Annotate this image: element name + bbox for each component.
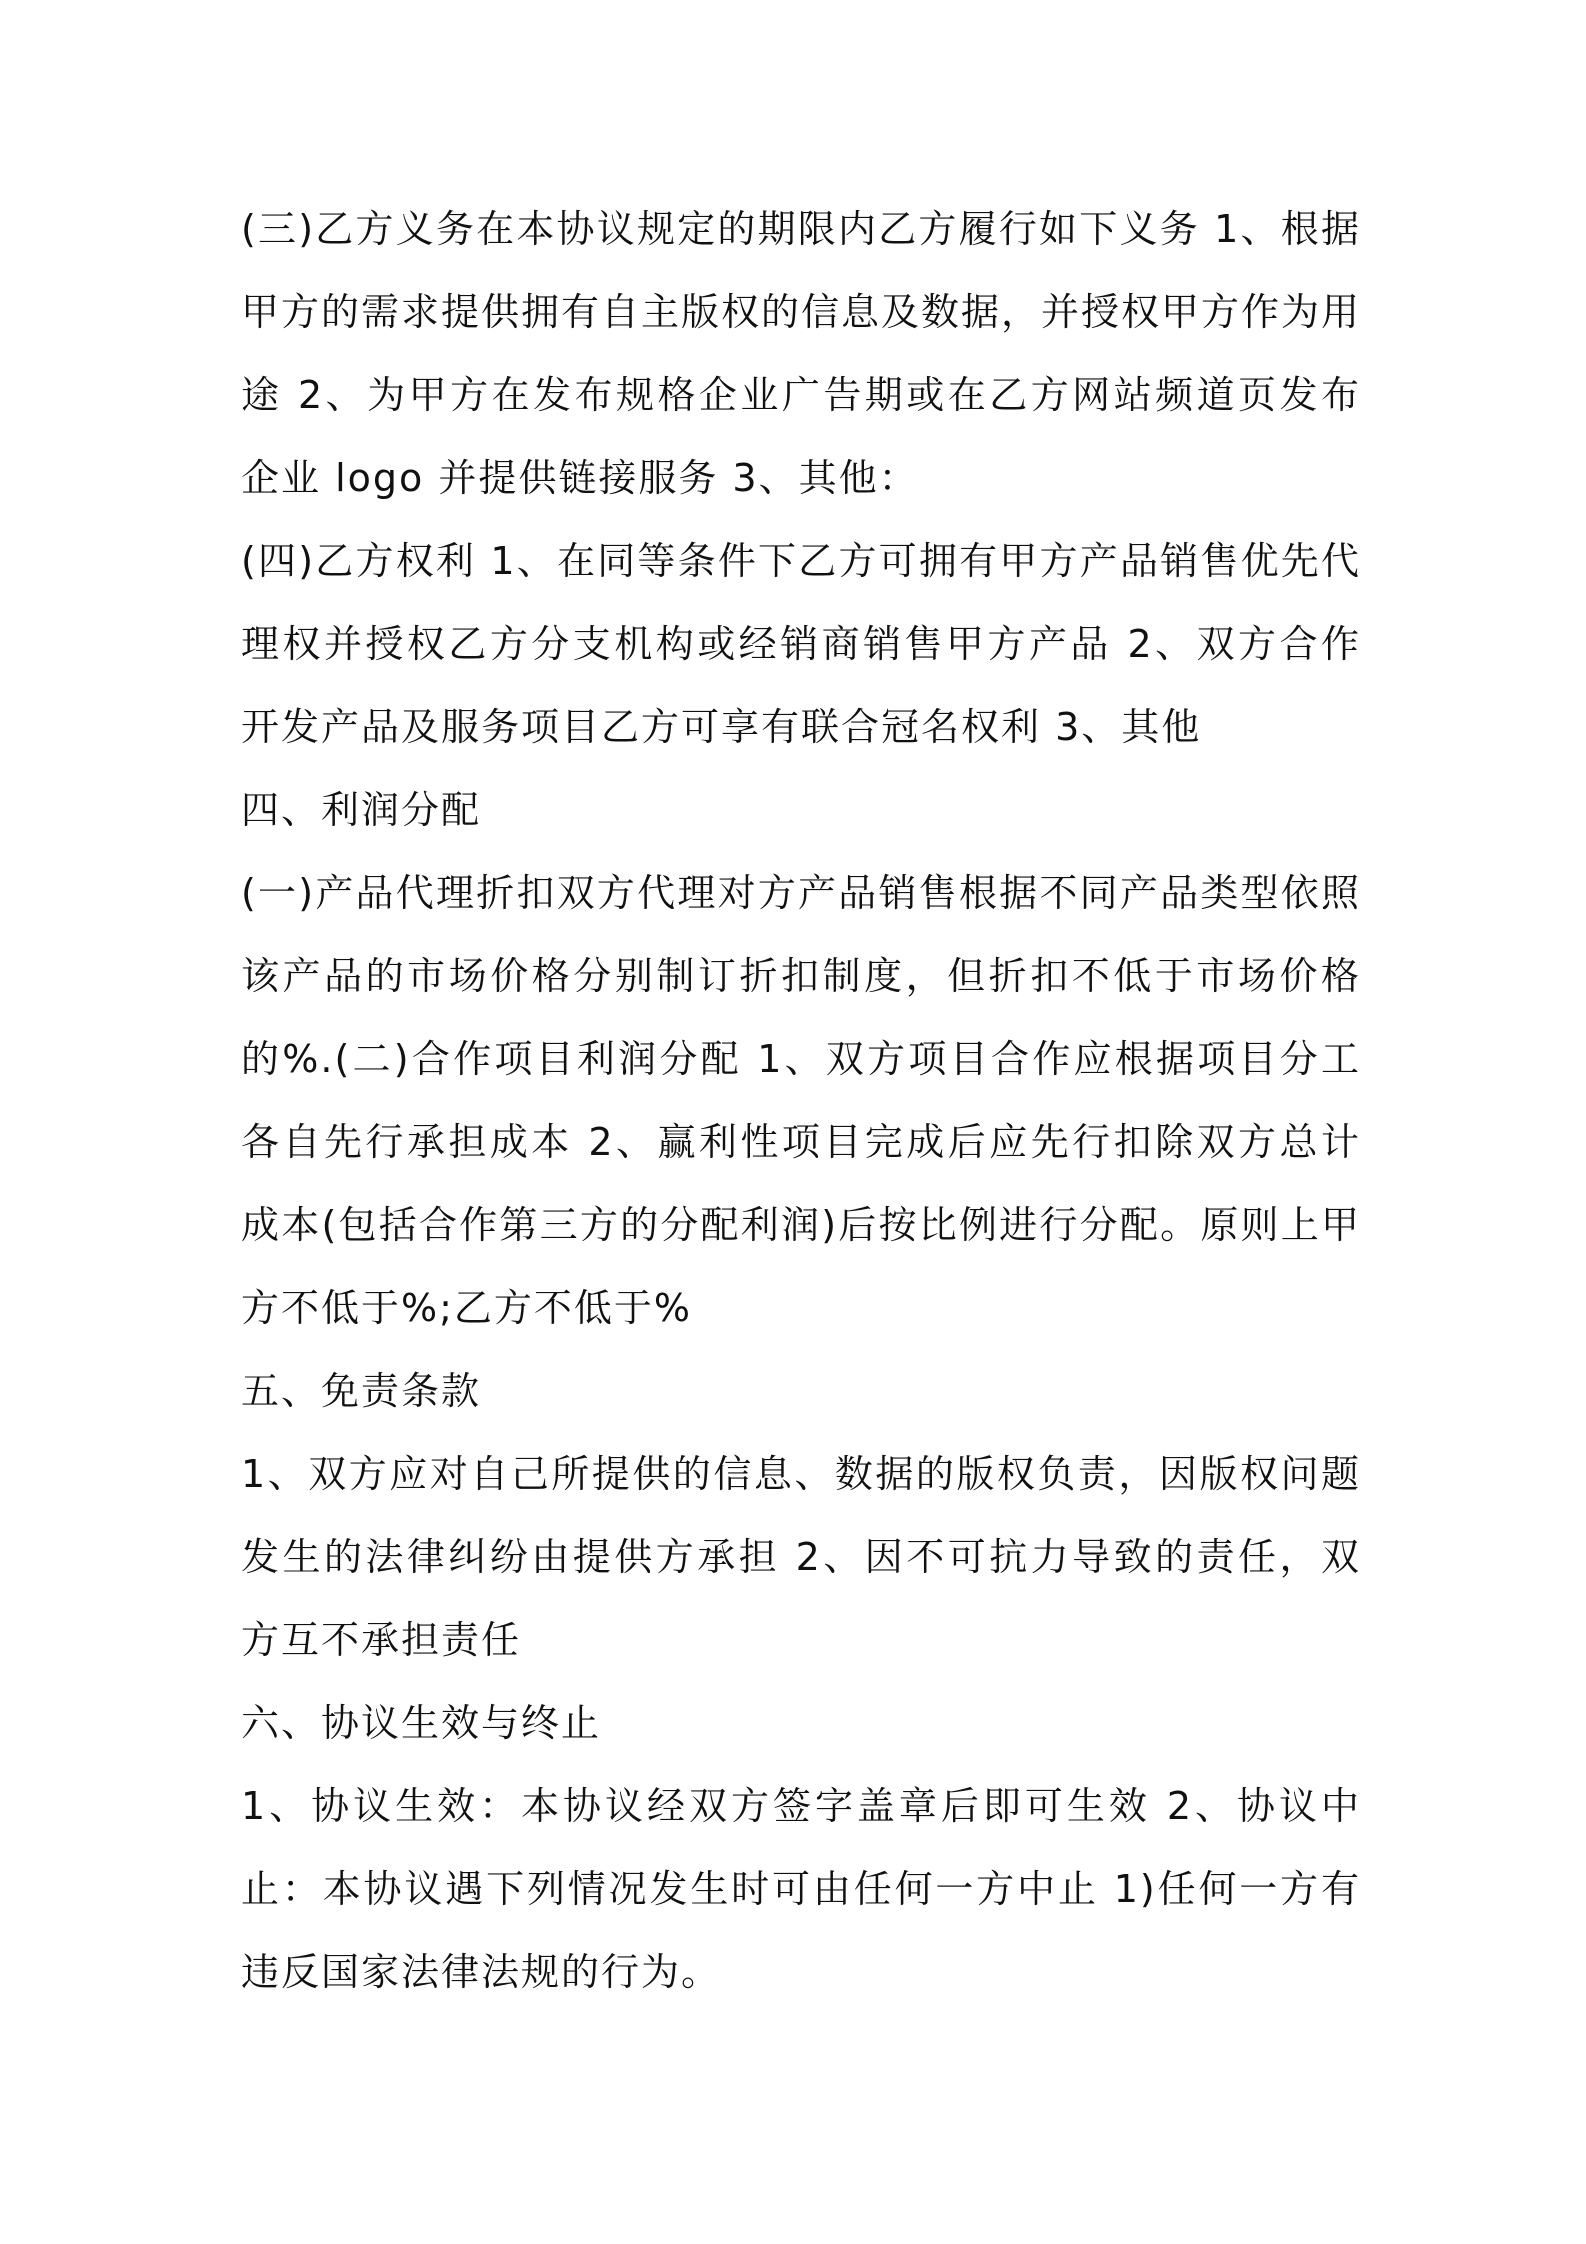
paragraph-party-b-obligations: (三)乙方义务在本协议规定的期限内乙方履行如下义务 1、根据甲方的需求提供拥有自主版权的信息及数据，并授权甲方作为用途 2、为甲方在发布规格企业广告期或在乙方网站频道页发布企业 logo 并提供链接服务 3、其他： <box>241 207 1362 500</box>
paragraph-effect-and-termination: 1、协议生效：本协议经双方签字盖章后即可生效 2、协议中止：本协议遇下列情况发生时可由任何一方中止 1)任何一方有违反国家法律法规的行为。 <box>241 1784 1361 1994</box>
paragraph-disclaimer: 1、双方应对自己所提供的信息、数据的版权负责，因版权问题发生的法律纠纷由提供方承担 2、因不可抗力导致的责任，双方互不承担责任 <box>241 1452 1361 1662</box>
paragraph-profit-distribution: (一)产品代理折扣双方代理对方产品销售根据不同产品类型依照该产品的市场价格分别制订折扣制度，但折扣不低于市场价格的%.(二)合作项目利润分配 1、双方项目合作应根据项目分工各自先行承担成本 2、赢利性项目完成后应先行扣除双方总计成本(包括合作第三方的分配利润)后按比例进行分配。原则上甲方不低于%;乙方不低于% <box>241 871 1361 1330</box>
document-body <box>241 188 1361 2014</box>
paragraph-party-b-rights: (四)乙方权利 1、在同等条件下乙方可拥有甲方产品销售优先代理权并授权乙方分支机构或经销商销售甲方产品 2、双方合作开发产品及服务项目乙方可享有联合冠名权利 3、其他 <box>241 539 1361 749</box>
section-heading-disclaimer: 五、免责条款 <box>241 1369 482 1413</box>
section-heading-effect-and-termination: 六、协议生效与终止 <box>241 1701 602 1745</box>
section-heading-profit-distribution: 四、利润分配 <box>241 788 482 832</box>
